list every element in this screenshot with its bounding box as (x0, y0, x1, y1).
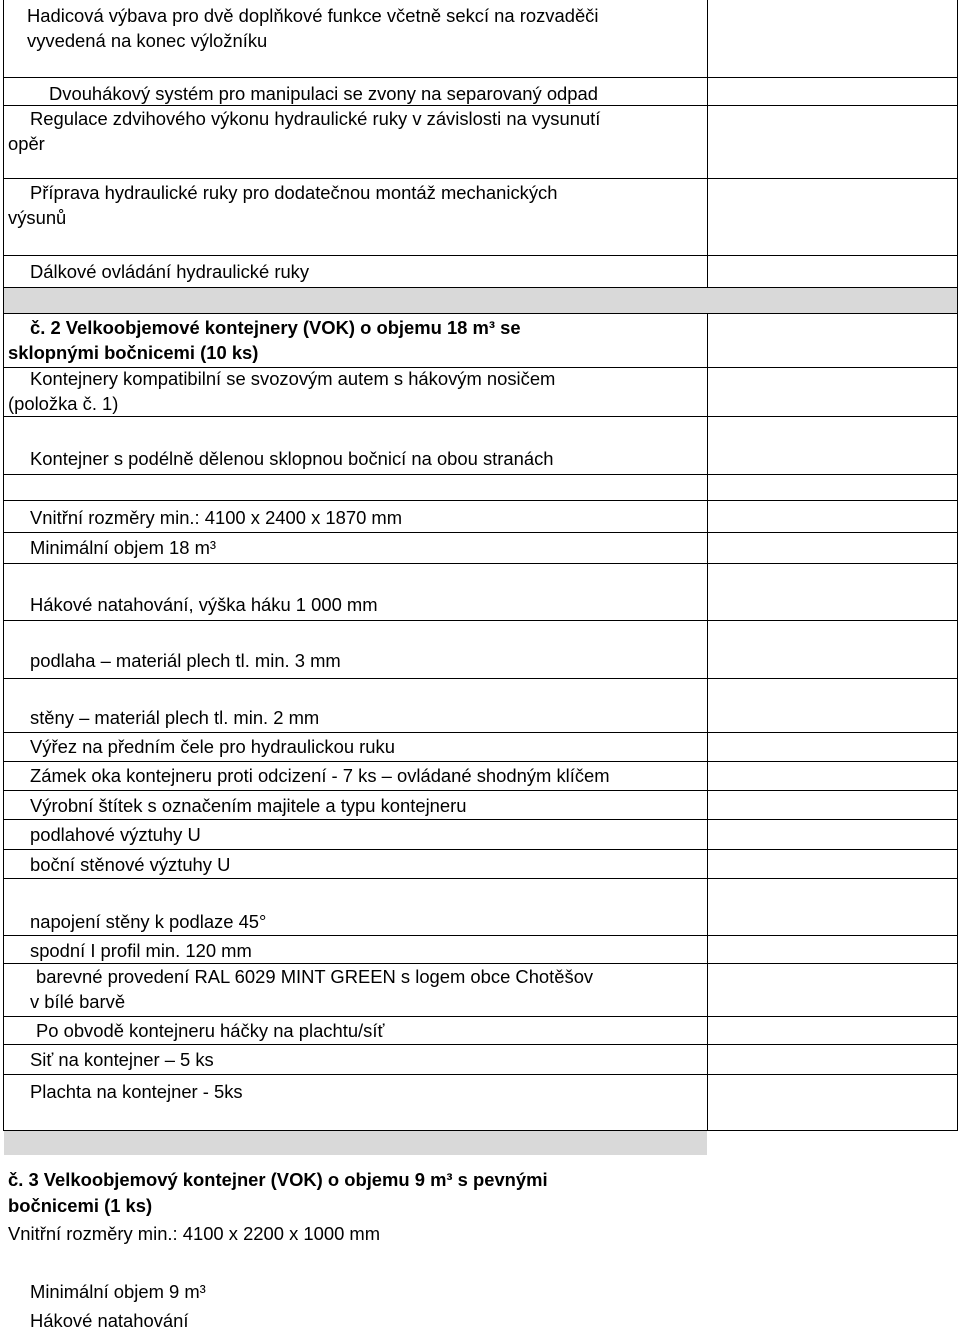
item-text: Dvouhákový systém pro manipulaci se zvony na separovaný odpad (49, 83, 598, 104)
row-rule (3, 178, 958, 179)
table-border-right (957, 0, 958, 1130)
item-text: Výřez na předním čele pro hydraulickou ruku (30, 736, 395, 757)
row-rule (3, 790, 958, 791)
item-text: Siť na kontejner – 5 ks (30, 1049, 214, 1070)
row-rule (3, 1016, 958, 1017)
row-rule (3, 255, 958, 256)
item-text: výsunů (8, 207, 67, 228)
item-text: barevné provedení RAL 6029 MINT GREEN s logem obce Chotěšov (36, 966, 594, 987)
item-text: Minimální objem 18 m³ (30, 537, 217, 558)
row-rule (3, 287, 958, 288)
item-text: boční stěnové výztuhy U (30, 854, 231, 875)
item-text: napojení stěny k podlaze 45° (30, 911, 267, 932)
section-heading: sklopnými bočnicemi (10 ks) (8, 342, 259, 363)
row-rule (3, 532, 958, 533)
separator-row (4, 287, 957, 313)
row-rule (3, 500, 958, 501)
item-text: Kontejnery kompatibilní se svozovým autem s hákovým nosičem (30, 368, 556, 389)
table-column-divider (707, 0, 708, 1130)
item-text: stěny – materiál plech tl. min. 2 mm (30, 707, 320, 728)
item-text: Hadicová výbava pro dvě doplňkové funkce včetně sekcí na rozvaděči (27, 5, 599, 26)
item-text: Hákové natahování (30, 1310, 189, 1331)
item-text: Vnitřní rozměry min.: 4100 x 2200 x 1000 mm (8, 1223, 381, 1244)
item-text: Příprava hydraulické ruky pro dodatečnou montáž mechanických (30, 182, 558, 203)
row-rule (3, 761, 958, 762)
separator-row (4, 1130, 707, 1155)
item-text: Kontejner s podélně dělenou sklopnou bočnicí na obou stranách (30, 448, 554, 469)
item-text: Po obvodě kontejneru háčky na plachtu/síť (36, 1020, 385, 1041)
item-text: Minimální objem 9 m³ (30, 1281, 206, 1302)
row-rule (3, 935, 958, 936)
row-rule (3, 474, 958, 475)
section-heading: bočnicemi (1 ks) (8, 1195, 153, 1216)
row-rule (3, 878, 958, 879)
item-text: Regulace zdvihového výkonu hydraulické ruky v závislosti na vysunutí (30, 108, 601, 129)
item-text: spodní I profil min. 120 mm (30, 940, 252, 961)
item-text: Dálkové ovládání hydraulické ruky (30, 261, 310, 282)
row-rule (3, 819, 958, 820)
item-text: Vnitřní rozměry min.: 4100 x 2400 x 1870 mm (30, 507, 403, 528)
table-border-left (3, 0, 4, 1130)
row-rule (3, 963, 958, 964)
row-rule (3, 416, 958, 417)
item-text: vyvedená na konec výložníku (27, 30, 268, 51)
item-text: Výrobní štítek s označením majitele a typu kontejneru (30, 795, 467, 816)
item-text: opěr (8, 133, 45, 154)
section-heading: č. 2 Velkoobjemové kontejnery (VOK) o objemu 18 m³ se (30, 317, 521, 338)
row-rule (3, 563, 958, 564)
row-rule (3, 1044, 958, 1045)
row-rule (3, 77, 958, 78)
row-rule (3, 313, 958, 314)
item-text: Hákové natahování, výška háku 1 000 mm (30, 594, 378, 615)
row-rule (3, 620, 958, 621)
item-text: v bílé barvě (30, 991, 126, 1012)
item-text: podlaha – materiál plech tl. min. 3 mm (30, 650, 341, 671)
row-rule (3, 678, 958, 679)
item-text: (položka č. 1) (8, 393, 119, 414)
section-heading: č. 3 Velkoobjemový kontejner (VOK) o objemu 9 m³ s pevnými (8, 1169, 548, 1190)
item-text: Zámek oka kontejneru proti odcizení - 7 ks – ovládané shodným klíčem (30, 765, 610, 786)
item-text: podlahové výztuhy U (30, 824, 201, 845)
row-rule (3, 1130, 958, 1131)
item-text: Plachta na kontejner - 5ks (30, 1081, 243, 1102)
row-rule (3, 1074, 958, 1075)
row-rule (3, 849, 958, 850)
row-rule (3, 732, 958, 733)
